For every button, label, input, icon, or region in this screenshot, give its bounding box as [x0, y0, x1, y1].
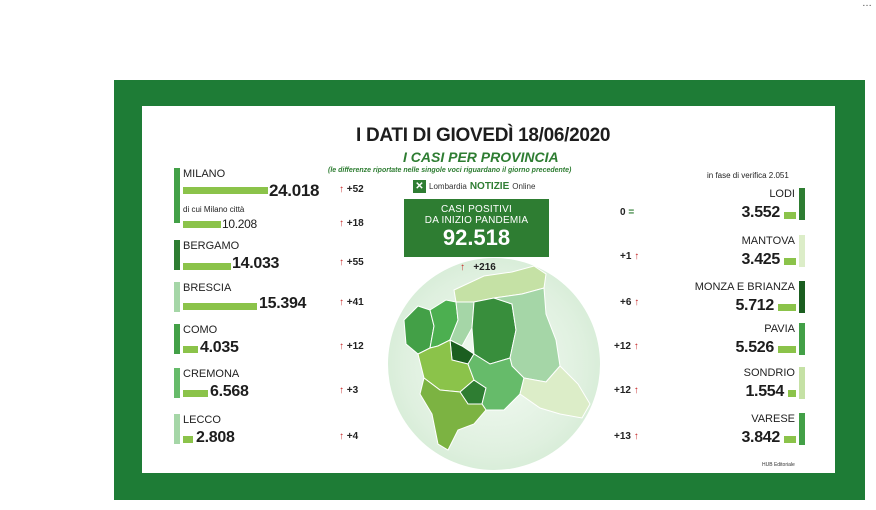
arrow-up-icon: ↑ — [339, 341, 344, 352]
province-delta-cremona — [339, 385, 358, 396]
total-label-line1: CASI POSITIVI — [441, 204, 512, 215]
province-value-pavia: 5.526 — [735, 339, 774, 356]
province-delta-brescia — [339, 297, 364, 308]
province-bar-varese — [784, 436, 796, 443]
arrow-up-icon: ↑ — [339, 431, 344, 442]
province-value-mantova: 3.425 — [741, 251, 780, 268]
delta-value: +4 — [346, 431, 359, 442]
cremona-color-stripe — [174, 368, 180, 398]
lecco-color-stripe — [174, 414, 180, 444]
total-delta — [460, 262, 496, 273]
province-delta-como — [339, 341, 364, 352]
province-value-brescia: 15.394 — [259, 295, 307, 312]
arrow-up-icon: ↑ — [633, 431, 639, 442]
differences-note: (le differenze riportate nelle singole voci riguardano il giorno precedente) — [328, 167, 572, 174]
province-name-pavia: PAVIA — [764, 323, 795, 335]
province-value-como: 4.035 — [200, 339, 239, 356]
province-name-varese: VARESE — [751, 413, 795, 425]
page-subtitle: I CASI PER PROVINCIA — [403, 149, 559, 165]
sondrio-color-stripe — [799, 367, 805, 399]
arrow-up-icon: ↑ — [633, 341, 639, 352]
brescia-color-stripe — [174, 282, 180, 312]
province-bar-sondrio — [788, 390, 796, 397]
delta-value: +55 — [346, 257, 364, 268]
logo-icon: ✕ — [413, 180, 426, 193]
lombardia-notizie-logo — [413, 178, 535, 195]
delta-value: +13 — [614, 431, 631, 442]
province-bar-pavia — [778, 346, 796, 353]
province-bar-mantova — [784, 258, 796, 265]
logo-suffix: Online — [512, 182, 536, 191]
province-value-lecco: 2.808 — [196, 429, 235, 446]
infographic-card — [142, 106, 835, 473]
delta-value: +3 — [346, 385, 359, 396]
delta-value: +6 — [620, 297, 632, 308]
map-varese — [404, 306, 434, 354]
overflow-dots: … — [862, 0, 872, 9]
province-name-lodi: LODI — [769, 188, 795, 200]
mantova-color-stripe — [799, 235, 805, 267]
arrow-up-icon: ↑ — [339, 257, 344, 268]
verification-count: in fase di verifica 2.051 — [707, 171, 789, 180]
province-bar-lecco — [183, 436, 193, 443]
equal-icon: = — [628, 207, 635, 218]
province-bar-milano — [183, 187, 268, 194]
arrow-up-icon: ↑ — [339, 385, 344, 396]
province-delta-milano-citta — [339, 218, 364, 229]
province-bar-brescia — [183, 303, 257, 310]
total-cases-box — [404, 199, 549, 257]
province-delta-milano — [339, 184, 364, 195]
province-bar-lodi — [784, 212, 796, 219]
province-value-cremona: 6.568 — [210, 383, 249, 400]
delta-value: 0 — [620, 207, 626, 218]
province-bar-bergamo — [183, 263, 231, 270]
province-value-sondrio: 1.554 — [745, 383, 784, 400]
province-name-como: COMO — [183, 324, 218, 336]
arrow-up-icon: ↑ — [634, 297, 640, 308]
province-value-bergamo: 14.033 — [232, 255, 280, 272]
province-name-sondrio: SONDRIO — [743, 367, 795, 379]
page-title: I DATI DI GIOVEDÌ 18/06/2020 — [356, 125, 611, 146]
province-delta-sondrio — [614, 385, 639, 396]
logo-brand: Lombardia — [429, 182, 467, 191]
province-name-monza: MONZA E BRIANZA — [694, 281, 795, 293]
monza-color-stripe — [799, 281, 805, 313]
province-delta-varese — [614, 431, 639, 442]
bergamo-color-stripe — [174, 240, 180, 270]
arrow-up-icon: ↑ — [339, 218, 344, 229]
province-delta-bergamo — [339, 257, 364, 268]
province-name-milano-citta: di cui Milano città — [183, 205, 245, 214]
province-name-bergamo: BERGAMO — [183, 240, 240, 252]
lodi-color-stripe — [799, 188, 805, 220]
province-name-brescia: BRESCIA — [183, 282, 232, 294]
province-value-lodi: 3.552 — [741, 204, 780, 221]
delta-value: +12 — [614, 385, 631, 396]
province-delta-mantova — [620, 251, 639, 262]
pavia-color-stripe — [799, 323, 805, 355]
total-delta-value: +216 — [473, 262, 496, 273]
province-delta-monza — [620, 297, 639, 308]
total-label-line2: DA INIZIO PANDEMIA — [424, 215, 529, 226]
province-delta-lodi — [620, 207, 634, 218]
province-value-milano-citta: 10.208 — [222, 217, 257, 231]
delta-value: +12 — [346, 341, 364, 352]
province-name-milano: MILANO — [183, 168, 226, 180]
credit-label: HUB Editoriale — [762, 462, 795, 468]
province-bar-como — [183, 346, 198, 353]
province-bar-monza — [778, 304, 796, 311]
province-bar-milano-citta — [183, 221, 221, 228]
province-value-milano: 24.018 — [269, 181, 320, 200]
delta-value: +18 — [346, 218, 364, 229]
milano-color-stripe — [174, 168, 180, 223]
province-delta-pavia — [614, 341, 639, 352]
province-name-cremona: CREMONA — [183, 368, 240, 380]
logo-name: NOTIZIE — [469, 181, 510, 192]
province-name-lecco: LECCO — [183, 414, 221, 426]
arrow-up-icon: ↑ — [460, 262, 465, 273]
province-value-varese: 3.842 — [741, 429, 780, 446]
varese-color-stripe — [799, 413, 805, 445]
province-name-mantova: MANTOVA — [741, 235, 795, 247]
province-delta-lecco — [339, 431, 358, 442]
delta-value: +52 — [346, 184, 364, 195]
map-bergamo — [472, 298, 516, 364]
lombardia-map — [394, 254, 604, 454]
delta-value: +41 — [346, 297, 364, 308]
arrow-up-icon: ↑ — [339, 184, 344, 195]
arrow-up-icon: ↑ — [633, 385, 639, 396]
province-value-monza: 5.712 — [735, 297, 774, 314]
total-value: 92.518 — [442, 225, 511, 250]
arrow-up-icon: ↑ — [634, 251, 640, 262]
delta-value: +1 — [620, 251, 632, 262]
arrow-up-icon: ↑ — [339, 297, 344, 308]
delta-value: +12 — [614, 341, 631, 352]
province-bar-cremona — [183, 390, 208, 397]
como-color-stripe — [174, 324, 180, 354]
